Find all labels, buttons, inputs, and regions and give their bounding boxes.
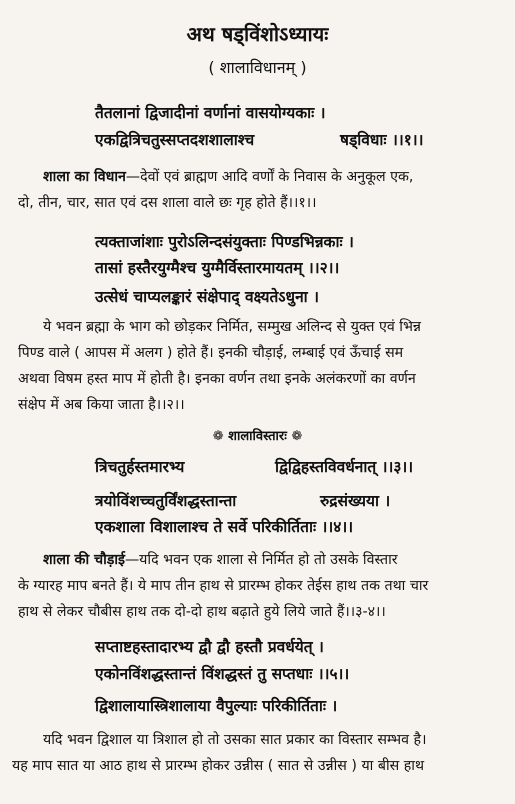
verse-5b-text: एकोनविंशद्धस्तान्तं विंशद्धस्तं तु सप्तधाः ।।५।। [95, 665, 350, 683]
verse-4a-right: रुद्रसंख्यया । [320, 492, 391, 510]
verse-5a-text: सप्ताष्टहस्तादारभ्य द्वौ द्वौ हस्तौ प्रवर्धयेत् । [95, 638, 324, 656]
commentary-4 [12, 727, 426, 779]
verse-2a-text: त्यक्ताजांशाः पुरोऽलिन्दसंयुक्ताः पिण्डभिन्नकाः । [95, 233, 354, 251]
verse-1a-text: तैतलानां द्विजादीनां वर्णानां वासयोग्यकाः । [95, 104, 326, 122]
verse-2b-text: तासां हस्तैरयुग्मैश्च युग्मैर्विस्तारमायतम् ।।२।। [95, 259, 340, 277]
commentary-2-line-2: पिण्ड वाले ( आपस में अलग ) होते हैं। इनकी चौड़ाई, लम्बाई एवं ऊँचाई सम [18, 345, 404, 361]
commentary-3 [18, 547, 428, 625]
section-heading: ❁ शालाविस्तारः ❁ [212, 429, 303, 444]
commentary-2-line-1: ये भवन ब्रह्मा के भाग को छोड़कर निर्मित, सम्मुख अलिन्द से युक्त एवं भिन्न [43, 319, 421, 335]
commentary-2 [18, 314, 421, 418]
verse-6a-text: द्विशालायास्त्रिशालाया वैपुल्याः परिकीर्तिताः । [95, 697, 338, 715]
verse-3-left: त्रिचतुर्हस्तमारभ्य [95, 458, 185, 476]
verse-1b-right: षड्विधाः ।।१।। [340, 131, 424, 149]
commentary-3-line-3: हाथ से लेकर चौबीस हाथ तक दो-दो हाथ बढ़ाते हुये लिये जाते हैं।।३-४।। [18, 604, 386, 620]
commentary-3-heading: शाला की चौड़ाई [43, 552, 125, 568]
commentary-1-line-1: —देवों एवं ब्राह्मण आदि वर्णों के निवास के अनुकूल एक, [125, 169, 414, 185]
commentary-1-heading: शाला का विधान [43, 169, 126, 185]
verse-2c-text: उत्सेधं चाप्यलङ्कारं संक्षेपाद् वक्ष्यतेऽधुना । [95, 288, 319, 306]
commentary-4-line-1: यदि भवन द्विशाल या त्रिशाल हो तो उसका सात प्रकार का विस्तार सम्भव है। [43, 732, 427, 748]
verse-4a-left: त्रयोविंशच्चतुर्विंशद्धस्तान्ता [95, 492, 237, 510]
commentary-4-line-2: यह माप सात या आठ हाथ से प्रारम्भ होकर उन्नीस ( सात से उन्नीस ) या बीस हाथ [12, 758, 425, 774]
verse-4b-text: एकशाला विशालाश्च ते सर्वे परिकीर्तिताः ।।४।। [95, 518, 354, 536]
commentary-3-line-1: —यदि भवन एक शाला से निर्मित हो तो उसके विस्तार [124, 552, 398, 568]
verse-3-right: द्विद्विहस्तविवर्धनात् ।।३।। [275, 458, 414, 476]
commentary-2-line-4: संक्षेप में अब किया जाता है।।२।। [18, 397, 185, 413]
commentary-1 [18, 164, 413, 216]
commentary-2-line-3: अथवा विषम हस्त माप में होती है। इनका वर्णन तथा इनके अलंकरणों का वर्णन [18, 371, 416, 387]
verse-1b-left: एकद्वित्रिचतुस्सप्तदशशालाश्च [95, 131, 255, 149]
chapter-title: अथ षड्विंशोऽध्यायः [186, 22, 329, 46]
commentary-1-line-2: दो, तीन, चार, सात एवं दस शाला वाले छः गृह होते हैं।।१।। [18, 195, 317, 211]
chapter-subtitle: ( शालाविधानम् ) [208, 58, 307, 77]
commentary-3-line-2: के ग्यारह माप बनते हैं। ये माप तीन हाथ से प्रारम्भ होकर तेईस हाथ तक तथा चार [18, 578, 429, 594]
